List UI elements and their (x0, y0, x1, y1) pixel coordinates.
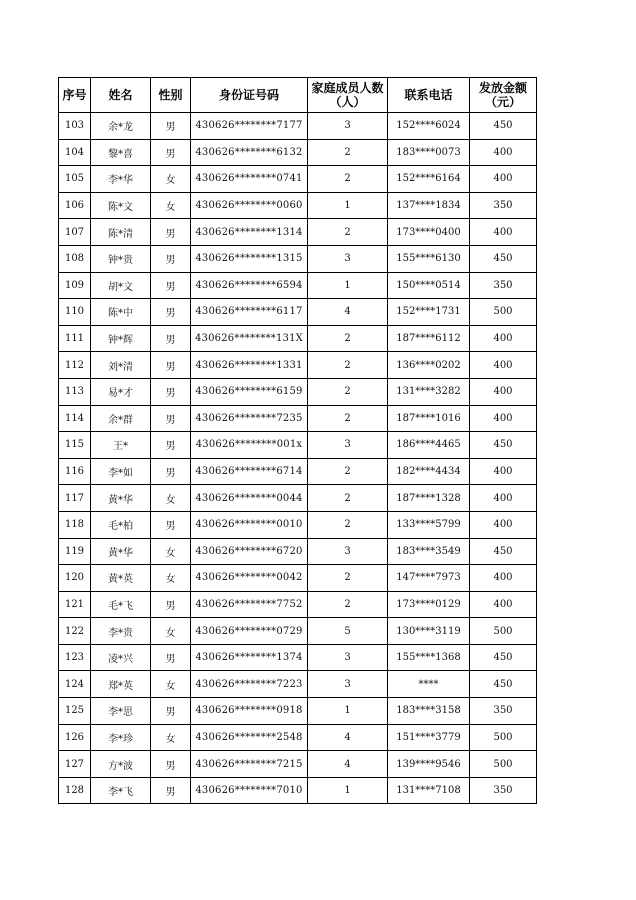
row-name-cell: 黄*华 (91, 485, 151, 512)
row-members-cell: 4 (308, 751, 388, 778)
row-amount-cell: 400 (470, 219, 537, 246)
row-no-cell: 124 (59, 671, 91, 698)
row-amount-cell: 500 (470, 724, 537, 751)
row-gender-cell: 男 (151, 245, 191, 272)
row-amount-cell: 450 (470, 538, 537, 565)
row-amount-cell: 450 (470, 245, 537, 272)
row-phone-cell: 183****3158 (388, 698, 470, 725)
table-row (59, 245, 537, 272)
row-no-cell: 128 (59, 777, 91, 804)
row-phone-cell: 151****3779 (388, 724, 470, 751)
row-no-cell: 108 (59, 245, 91, 272)
row-phone-cell: 130****3119 (388, 618, 470, 645)
table-row (59, 777, 537, 804)
row-gender-cell: 女 (151, 724, 191, 751)
row-phone-cell: 187****1328 (388, 485, 470, 512)
row-phone-cell: 173****0400 (388, 219, 470, 246)
row-name-cell: 凌*兴 (91, 644, 151, 671)
relief-payment-table (58, 77, 537, 804)
row-amount-cell: 400 (470, 591, 537, 618)
row-phone-cell: 136****0202 (388, 352, 470, 379)
row-name-cell: 王* (91, 432, 151, 459)
row-no-cell: 112 (59, 352, 91, 379)
row-no-cell: 116 (59, 458, 91, 485)
row-members-cell: 2 (308, 511, 388, 538)
row-name-cell: 李*贵 (91, 618, 151, 645)
row-no-cell: 113 (59, 378, 91, 405)
row-phone-cell: 131****3282 (388, 378, 470, 405)
row-phone-cell: 155****6130 (388, 245, 470, 272)
header-gender: 性别 (151, 78, 191, 113)
row-no-cell: 117 (59, 485, 91, 512)
row-phone-cell: 139****9546 (388, 751, 470, 778)
table-row (59, 458, 537, 485)
header-row (59, 78, 537, 113)
table-row (59, 618, 537, 645)
row-name-cell: 余*群 (91, 405, 151, 432)
table-row (59, 698, 537, 725)
row-no-cell: 115 (59, 432, 91, 459)
row-members-cell: 2 (308, 166, 388, 193)
table-row (59, 511, 537, 538)
row-members-cell: 2 (308, 458, 388, 485)
row-gender-cell: 男 (151, 299, 191, 326)
row-members-cell: 2 (308, 378, 388, 405)
row-gender-cell: 男 (151, 352, 191, 379)
row-gender-cell: 男 (151, 378, 191, 405)
table-row (59, 724, 537, 751)
row-id-cell: 430626********6159 (191, 378, 308, 405)
row-amount-cell: 350 (470, 698, 537, 725)
row-name-cell: 李*飞 (91, 777, 151, 804)
row-members-cell: 3 (308, 432, 388, 459)
row-phone-cell: 131****7108 (388, 777, 470, 804)
row-phone-cell: 183****3549 (388, 538, 470, 565)
row-id-cell: 430626********6714 (191, 458, 308, 485)
row-name-cell: 黄*华 (91, 538, 151, 565)
row-gender-cell: 男 (151, 511, 191, 538)
row-phone-cell: 133****5799 (388, 511, 470, 538)
row-id-cell: 430626********0042 (191, 565, 308, 592)
table-row (59, 378, 537, 405)
row-gender-cell: 男 (151, 405, 191, 432)
row-name-cell: 陈*清 (91, 219, 151, 246)
row-amount-cell: 450 (470, 671, 537, 698)
table-row (59, 139, 537, 166)
row-phone-cell: 137****1834 (388, 192, 470, 219)
row-phone-cell: 187****1016 (388, 405, 470, 432)
row-id-cell: 430626********0741 (191, 166, 308, 193)
row-members-cell: 3 (308, 538, 388, 565)
table-row (59, 565, 537, 592)
row-no-cell: 119 (59, 538, 91, 565)
header-name: 姓名 (91, 78, 151, 113)
row-gender-cell: 男 (151, 751, 191, 778)
row-members-cell: 2 (308, 352, 388, 379)
row-members-cell: 2 (308, 565, 388, 592)
row-no-cell: 110 (59, 299, 91, 326)
table-row (59, 166, 537, 193)
row-id-cell: 430626********7010 (191, 777, 308, 804)
table-row (59, 485, 537, 512)
row-id-cell: 430626********1314 (191, 219, 308, 246)
row-gender-cell: 男 (151, 272, 191, 299)
row-members-cell: 1 (308, 192, 388, 219)
row-phone-cell: **** (388, 671, 470, 698)
row-no-cell: 121 (59, 591, 91, 618)
row-members-cell: 1 (308, 272, 388, 299)
row-members-cell: 3 (308, 644, 388, 671)
row-members-cell: 2 (308, 485, 388, 512)
row-id-cell: 430626********6720 (191, 538, 308, 565)
table-row (59, 192, 537, 219)
row-name-cell: 毛*飞 (91, 591, 151, 618)
row-no-cell: 105 (59, 166, 91, 193)
row-gender-cell: 男 (151, 458, 191, 485)
row-gender-cell: 女 (151, 618, 191, 645)
row-id-cell: 430626********2548 (191, 724, 308, 751)
row-members-cell: 2 (308, 325, 388, 352)
table-body (59, 113, 537, 804)
table-row (59, 644, 537, 671)
row-amount-cell: 400 (470, 485, 537, 512)
row-name-cell: 陈*文 (91, 192, 151, 219)
header-family-members: 家庭成员人数（人） (308, 78, 388, 113)
row-id-cell: 430626********0060 (191, 192, 308, 219)
row-name-cell: 郑*英 (91, 671, 151, 698)
row-name-cell: 钟*贵 (91, 245, 151, 272)
row-gender-cell: 女 (151, 192, 191, 219)
row-members-cell: 1 (308, 777, 388, 804)
row-amount-cell: 400 (470, 405, 537, 432)
row-amount-cell: 350 (470, 272, 537, 299)
row-id-cell: 430626********7223 (191, 671, 308, 698)
row-id-cell: 430626********0010 (191, 511, 308, 538)
row-no-cell: 114 (59, 405, 91, 432)
row-members-cell: 2 (308, 139, 388, 166)
row-members-cell: 2 (308, 405, 388, 432)
row-id-cell: 430626********6594 (191, 272, 308, 299)
row-id-cell: 430626********0729 (191, 618, 308, 645)
table-row (59, 591, 537, 618)
row-amount-cell: 400 (470, 166, 537, 193)
row-gender-cell: 男 (151, 325, 191, 352)
row-no-cell: 103 (59, 113, 91, 140)
row-phone-cell: 186****4465 (388, 432, 470, 459)
row-no-cell: 107 (59, 219, 91, 246)
row-id-cell: 430626********1331 (191, 352, 308, 379)
table-row (59, 671, 537, 698)
row-gender-cell: 男 (151, 698, 191, 725)
row-id-cell: 430626********7215 (191, 751, 308, 778)
row-no-cell: 118 (59, 511, 91, 538)
row-gender-cell: 男 (151, 591, 191, 618)
table-row (59, 538, 537, 565)
row-id-cell: 430626********7235 (191, 405, 308, 432)
row-name-cell: 毛*柏 (91, 511, 151, 538)
row-members-cell: 4 (308, 724, 388, 751)
row-name-cell: 李*珍 (91, 724, 151, 751)
row-name-cell: 余*龙 (91, 113, 151, 140)
row-gender-cell: 男 (151, 644, 191, 671)
row-no-cell: 126 (59, 724, 91, 751)
row-no-cell: 125 (59, 698, 91, 725)
row-amount-cell: 500 (470, 618, 537, 645)
header-amount: 发放金额（元） (470, 78, 537, 113)
table-row (59, 299, 537, 326)
row-no-cell: 109 (59, 272, 91, 299)
row-phone-cell: 182****4434 (388, 458, 470, 485)
row-members-cell: 1 (308, 698, 388, 725)
row-members-cell: 3 (308, 245, 388, 272)
row-name-cell: 胡*文 (91, 272, 151, 299)
row-name-cell: 李*华 (91, 166, 151, 193)
row-gender-cell: 女 (151, 565, 191, 592)
row-name-cell: 李*思 (91, 698, 151, 725)
table-row (59, 405, 537, 432)
table-row (59, 352, 537, 379)
row-phone-cell: 152****1731 (388, 299, 470, 326)
row-phone-cell: 183****0073 (388, 139, 470, 166)
row-members-cell: 3 (308, 671, 388, 698)
row-name-cell: 易*才 (91, 378, 151, 405)
row-gender-cell: 女 (151, 671, 191, 698)
row-gender-cell: 女 (151, 485, 191, 512)
row-phone-cell: 147****7973 (388, 565, 470, 592)
row-no-cell: 111 (59, 325, 91, 352)
row-name-cell: 陈*中 (91, 299, 151, 326)
row-amount-cell: 500 (470, 751, 537, 778)
table-row (59, 272, 537, 299)
row-phone-cell: 187****6112 (388, 325, 470, 352)
row-members-cell: 4 (308, 299, 388, 326)
row-no-cell: 120 (59, 565, 91, 592)
row-name-cell: 黄*英 (91, 565, 151, 592)
row-amount-cell: 450 (470, 432, 537, 459)
row-members-cell: 3 (308, 113, 388, 140)
row-id-cell: 430626********131X (191, 325, 308, 352)
row-members-cell: 2 (308, 591, 388, 618)
row-amount-cell: 400 (470, 511, 537, 538)
row-gender-cell: 男 (151, 432, 191, 459)
table-row (59, 325, 537, 352)
row-no-cell: 122 (59, 618, 91, 645)
row-amount-cell: 500 (470, 299, 537, 326)
row-name-cell: 黎*喜 (91, 139, 151, 166)
row-id-cell: 430626********6117 (191, 299, 308, 326)
row-amount-cell: 350 (470, 192, 537, 219)
row-members-cell: 5 (308, 618, 388, 645)
row-gender-cell: 男 (151, 777, 191, 804)
table-row (59, 113, 537, 140)
row-id-cell: 430626********7752 (191, 591, 308, 618)
row-amount-cell: 400 (470, 325, 537, 352)
row-phone-cell: 150****0514 (388, 272, 470, 299)
row-amount-cell: 400 (470, 565, 537, 592)
row-phone-cell: 152****6164 (388, 166, 470, 193)
table-row (59, 432, 537, 459)
row-id-cell: 430626********1374 (191, 644, 308, 671)
header-no: 序号 (59, 78, 91, 113)
row-amount-cell: 400 (470, 352, 537, 379)
row-amount-cell: 400 (470, 458, 537, 485)
row-id-cell: 430626********0918 (191, 698, 308, 725)
table-row (59, 219, 537, 246)
row-name-cell: 方*波 (91, 751, 151, 778)
row-gender-cell: 男 (151, 113, 191, 140)
row-no-cell: 104 (59, 139, 91, 166)
row-gender-cell: 男 (151, 139, 191, 166)
row-id-cell: 430626********0044 (191, 485, 308, 512)
row-gender-cell: 女 (151, 538, 191, 565)
row-name-cell: 刘*清 (91, 352, 151, 379)
row-amount-cell: 400 (470, 378, 537, 405)
row-phone-cell: 173****0129 (388, 591, 470, 618)
row-no-cell: 127 (59, 751, 91, 778)
row-no-cell: 106 (59, 192, 91, 219)
row-gender-cell: 男 (151, 219, 191, 246)
header-phone: 联系电话 (388, 78, 470, 113)
row-id-cell: 430626********1315 (191, 245, 308, 272)
row-gender-cell: 女 (151, 166, 191, 193)
table-row (59, 751, 537, 778)
row-name-cell: 李*如 (91, 458, 151, 485)
row-amount-cell: 450 (470, 113, 537, 140)
row-id-cell: 430626********6132 (191, 139, 308, 166)
row-phone-cell: 155****1368 (388, 644, 470, 671)
row-phone-cell: 152****6024 (388, 113, 470, 140)
row-no-cell: 123 (59, 644, 91, 671)
row-amount-cell: 450 (470, 644, 537, 671)
row-id-cell: 430626********001x (191, 432, 308, 459)
row-name-cell: 钟*辉 (91, 325, 151, 352)
row-amount-cell: 350 (470, 777, 537, 804)
header-id-number: 身份证号码 (191, 78, 308, 113)
row-id-cell: 430626********7177 (191, 113, 308, 140)
row-members-cell: 2 (308, 219, 388, 246)
row-amount-cell: 400 (470, 139, 537, 166)
